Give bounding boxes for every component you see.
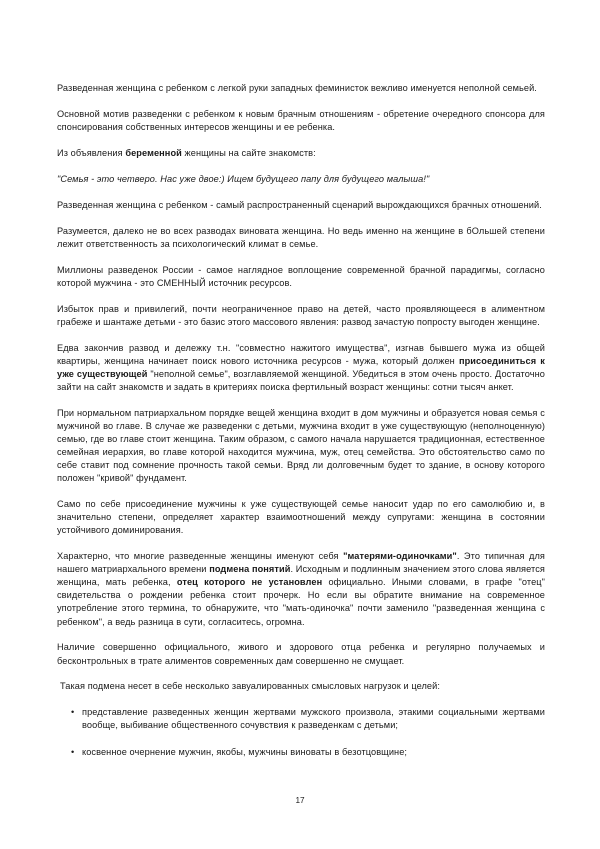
bullet-list: [57, 706, 545, 759]
text-run: Разведенная женщина с ребенком с легкой руки западных феминисток вежливо именуется неполной семьей.: [57, 83, 537, 93]
paragraph-block: [57, 82, 545, 694]
page-number: 17: [295, 796, 305, 805]
text-run: Характерно, что многие разведенные женщины именуют себя: [57, 551, 344, 562]
text-run-bold: подмена понятий: [209, 564, 291, 575]
paragraph-p8: [57, 303, 545, 329]
text-run: женщины на сайте знакомств:: [181, 147, 316, 158]
text-run: "Семья - это четверо. Нас уже двое:) Ищем будущего папу для будущего малыша!": [57, 173, 430, 184]
text-run-bold: присоединиться к уже существующей: [57, 355, 545, 379]
text-run-bold: "матерями-одиночками": [343, 551, 457, 562]
paragraph-p2: [57, 108, 545, 134]
text-run: Разведенная женщина с ребенком - самый распространенный сценарий вырождающихся брачных отношений.: [57, 199, 542, 210]
text-run: Само по себе присоединение мужчины к уже существующей семье наносит удар по его самолюбию и, в значительно степени, определяет характер взаимоотношений между супругами: женщина в состоянии устойчивого доминирования.: [57, 499, 545, 536]
text-run-bold: отец которого не установлен: [176, 577, 323, 588]
paragraph-p14: [57, 680, 545, 693]
bullet-icon: •: [71, 747, 75, 758]
paragraph-p7: [57, 264, 545, 290]
paragraph-p10: [57, 407, 545, 486]
document-body: [57, 82, 545, 773]
list-item: [57, 706, 545, 732]
paragraph-p3: [57, 147, 545, 160]
paragraph-p12: [57, 550, 545, 629]
bullet-icon: •: [71, 707, 75, 718]
text-run: косвенное очернение мужчин, якобы, мужчины виноваты в безотцовщине;: [82, 747, 408, 758]
text-run: "неполной семье", возглавляемой женщиной. Убедиться в этом очень просто. Достаточно зайти на сайт знакомств и задать в критериях поиска фертильный возраст женщины: сотни тысяч анкет.: [57, 368, 546, 392]
text-run: . Исходным и подлинным значением этого слова является женщина, мать ребенка,: [57, 564, 545, 588]
paragraph-p4-quote: [57, 173, 545, 186]
text-run: . Это типичная для нашего матриархального времени: [57, 551, 545, 575]
text-run: При нормальном патриархальном порядке вещей женщина входит в дом мужчины и образуется новая семья с мужчиной во главе. В случае же разведенки с детьми, мужчина входит в уже существующую (неполноценную) семью, где во главе стоит женщина. Таким образом, с самого начала нарушается традиционная, естественное семейная иерархия, во главе которой находится мужчина, муж, отец семейства. Это обстоятельство само по себе ставит под сомнение прочность такой семьи. Вряд ли долговечным будет то здание, в основу которого положен "кривой" фундамент.: [57, 407, 545, 484]
text-run: официально. Иными словами, в графе "отец" свидетельства о рождении ребенка стоит прочерк. Но если вы обратите внимание на современное употребление этого термина, то обнаружите, что "мать-одиночка" почти заменило "разведенная женщина с ребенком", а ведь разница в сути, согласитесь, огромна.: [57, 577, 546, 627]
paragraph-p5: [57, 199, 545, 212]
text-run: Основной мотив разведенки с ребенком к новым брачным отношениям - обретение очередного спонсора для спонсирования собственных интересов женщины и ее ребенка.: [57, 108, 545, 132]
list-item-text: [82, 707, 545, 730]
text-run: Миллионы разведенок России - самое наглядное воплощение современной брачной парадигмы, согласно которой мужчина - это СМЕННЫЙ источник ресурсов.: [57, 264, 545, 288]
paragraph-p1: [57, 82, 545, 95]
paragraph-p11: [57, 498, 545, 537]
text-run: Едва закончив развод и дележку т.н. "совместно нажитого имущества", изгнав бывшего мужа из общей квартиры, женщина начинает поиск нового источника ресурсов - мужа, который должен: [57, 342, 545, 366]
text-run: Избыток прав и привилегий, почти неограниченное право на детей, часто проявляющееся в алиментном грабеже и шантаже детьми - это базис этого массового явления: развод зачастую попросту выгоден женщине.: [57, 303, 545, 327]
paragraph-p6: [57, 225, 545, 251]
paragraph-p13: [57, 641, 545, 667]
text-run: Разумеется, далеко не во всех разводах виновата женщина. Но ведь именно на женщине в бОльшей степени лежит ответственность за психологический климат в семье.: [57, 225, 545, 249]
text-run: Наличие совершенно официального, живого и здорового отца ребенка и регулярно получаемых и бесконтрольных в трате алиментов современных дам совершенно не смущает.: [57, 642, 545, 666]
text-run: представление разведенных женщин жертвами мужского произвола, этакими социальными жертвами вообще, выбивание общественного сочувствия к разведенкам с детьми;: [82, 707, 545, 731]
text-run-bold: беременной: [125, 147, 182, 158]
list-item: [57, 746, 545, 759]
text-run: Из объявления: [57, 147, 126, 158]
paragraph-p9: [57, 342, 545, 394]
text-run: Такая подмена несет в себе несколько завуалированных смысловых нагрузок и целей:: [60, 681, 441, 692]
list-item-text: [82, 747, 407, 757]
